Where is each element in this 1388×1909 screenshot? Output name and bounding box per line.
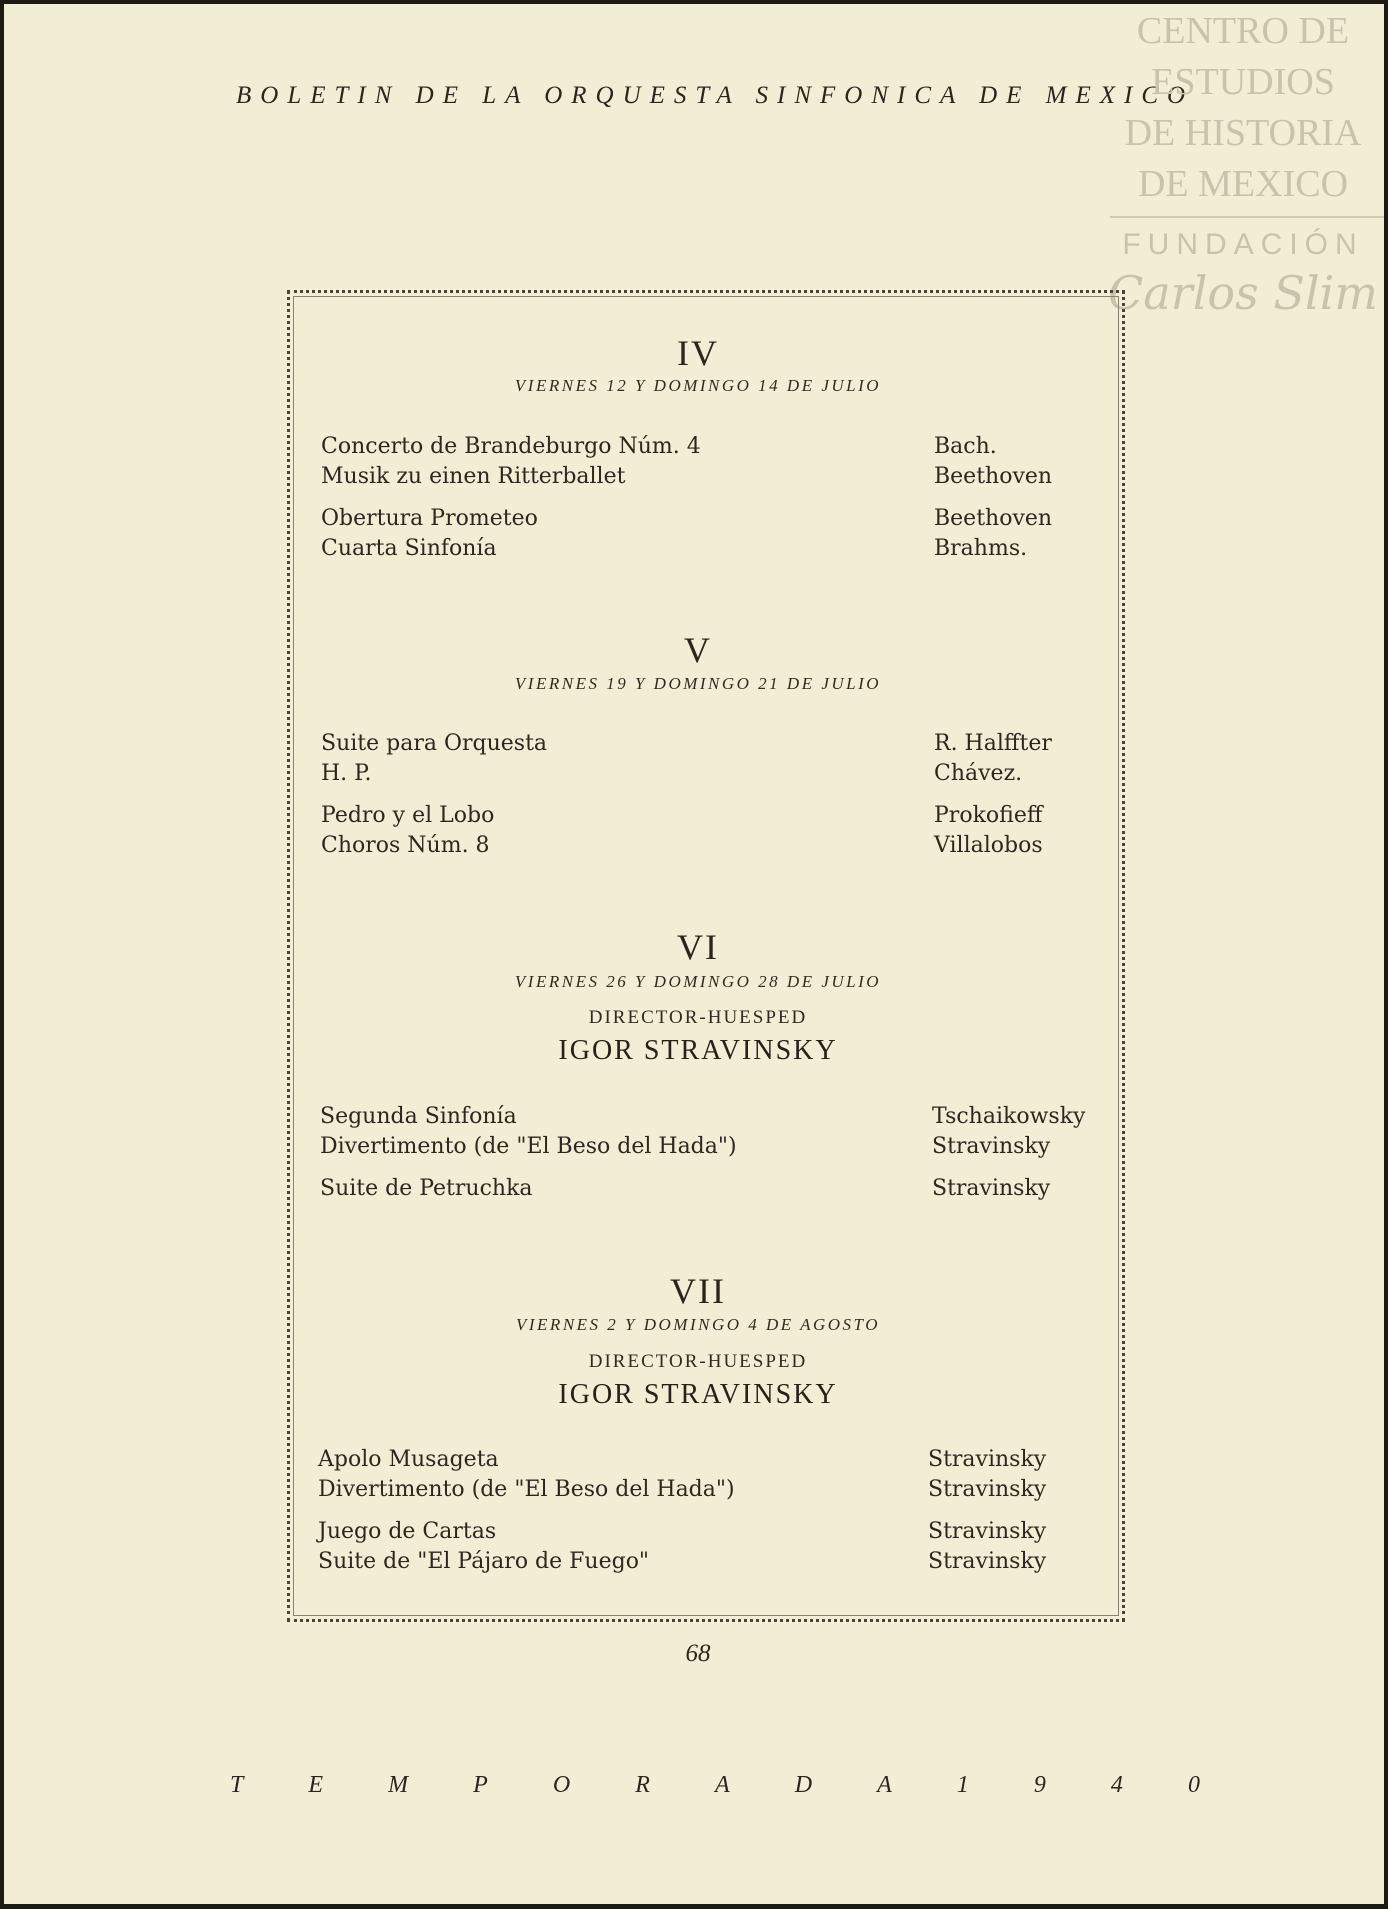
footer-letter: A <box>715 1772 730 1798</box>
work-composer: Stravinsky <box>932 1134 1051 1159</box>
work-title: Pedro y el Lobo <box>321 803 495 828</box>
watermark-line: ESTUDIOS <box>1151 61 1335 103</box>
work-composer: Prokofieff <box>934 803 1043 828</box>
watermark-line: DE HISTORIA <box>1124 112 1362 154</box>
bulletin-page <box>4 4 1384 1904</box>
work-composer: Stravinsky <box>932 1176 1051 1201</box>
footer-letter: D <box>794 1772 813 1798</box>
work-title: Cuarta Sinfonía <box>321 536 497 561</box>
work-title: Segunda Sinfonía <box>320 1104 517 1129</box>
program-date: VIERNES 12 Y DOMINGO 14 DE JULIO <box>514 376 882 395</box>
program-date: VIERNES 2 Y DOMINGO 4 DE AGOSTO <box>516 1315 880 1334</box>
work-title: Suite de "El Pájaro de Fuego" <box>318 1549 650 1574</box>
watermark-rule <box>1110 216 1384 218</box>
guest-director-name: IGOR STRAVINSKY <box>558 1035 838 1066</box>
work-composer: Chávez. <box>934 761 1023 786</box>
watermark-line: CENTRO DE <box>1136 10 1350 52</box>
work-composer: Stravinsky <box>928 1477 1047 1502</box>
work-composer: Beethoven <box>934 464 1053 489</box>
work-title: Divertimento (de "El Beso del Hada") <box>318 1477 735 1502</box>
work-title: Musik zu einen Ritterballet <box>321 464 626 489</box>
program-numeral: VII <box>670 1271 726 1311</box>
work-title: Concerto de Brandeburgo Núm. 4 <box>321 434 701 459</box>
work-composer: Brahms. <box>934 536 1028 561</box>
work-title: Suite de Petruchka <box>320 1176 533 1201</box>
archive-watermark <box>1102 6 1384 320</box>
guest-director-label: DIRECTOR-HUESPED <box>588 1007 808 1028</box>
footer-letter: 4 <box>1110 1772 1123 1798</box>
work-composer: Bach. <box>934 434 997 459</box>
program-date: VIERNES 26 Y DOMINGO 28 DE JULIO <box>514 972 882 991</box>
work-title: Divertimento (de "El Beso del Hada") <box>320 1134 737 1159</box>
work-title: Choros Núm. 8 <box>321 833 490 858</box>
work-composer: Stravinsky <box>928 1549 1047 1574</box>
footer-letter: 0 <box>1187 1772 1200 1798</box>
work-title: Obertura Prometeo <box>321 506 538 531</box>
guest-director-name: IGOR STRAVINSKY <box>558 1379 838 1410</box>
guest-director-label: DIRECTOR-HUESPED <box>588 1351 808 1372</box>
page-number: 68 <box>685 1640 711 1667</box>
footer-letter: R <box>635 1772 650 1798</box>
footer-letter: E <box>308 1772 324 1798</box>
program-numeral: VI <box>677 927 719 967</box>
program-numeral: V <box>684 630 712 670</box>
footer-letter: 9 <box>1033 1772 1046 1798</box>
work-composer: Stravinsky <box>928 1519 1047 1544</box>
work-composer: R. Halffter <box>934 731 1052 756</box>
watermark-line: DE MEXICO <box>1137 163 1349 205</box>
bulletin-header: BOLETIN DE LA ORQUESTA SINFONICA DE MEXICO <box>236 82 1195 109</box>
footer-letter: O <box>552 1772 571 1798</box>
work-composer: Tschaikowsky <box>932 1104 1086 1129</box>
footer-letter: A <box>877 1772 892 1798</box>
work-title: Juego de Cartas <box>318 1519 497 1544</box>
season-footer <box>230 1772 1200 1799</box>
watermark-foundation: FUNDACIÓN <box>1122 228 1364 261</box>
watermark-signature: Carlos Slim <box>1108 266 1378 320</box>
work-title: Apolo Musageta <box>318 1447 499 1472</box>
footer-letter: 1 <box>956 1772 969 1798</box>
work-composer: Beethoven <box>934 506 1053 531</box>
work-title: Suite para Orquesta <box>321 731 548 756</box>
footer-letter: M <box>388 1772 409 1798</box>
work-composer: Stravinsky <box>928 1447 1047 1472</box>
footer-letter: T <box>230 1772 244 1798</box>
footer-letter: P <box>473 1772 488 1798</box>
program-numeral: IV <box>677 333 719 373</box>
work-composer: Villalobos <box>934 833 1043 858</box>
work-title: H. P. <box>321 761 372 786</box>
program-date: VIERNES 19 Y DOMINGO 21 DE JULIO <box>514 674 882 693</box>
